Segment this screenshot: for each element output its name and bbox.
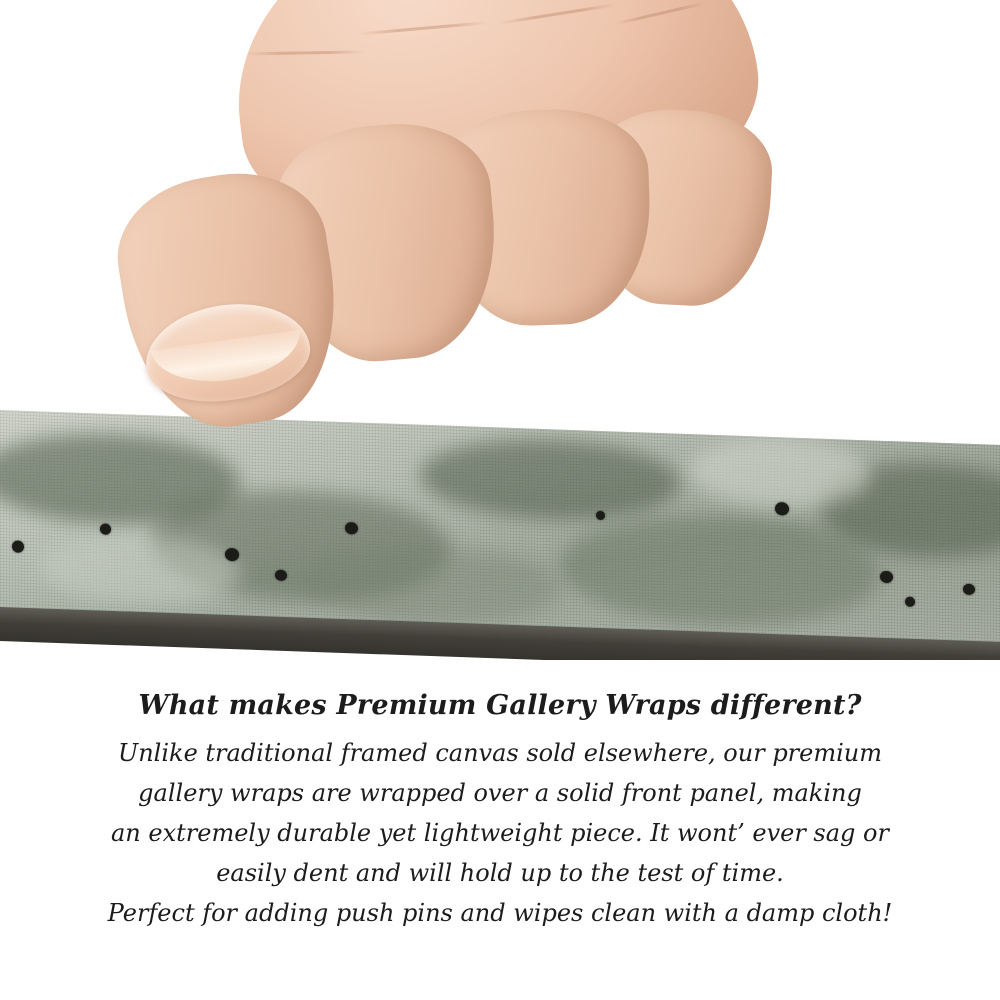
caption-block <box>0 690 1000 933</box>
caption-line: easily dent and will hold up to the test of time. <box>216 859 784 887</box>
caption-line: Unlike traditional framed canvas sold elsewhere, our premium <box>117 739 882 767</box>
hand-illustration <box>95 0 715 430</box>
caption-title: What makes Premium Gallery Wraps different? <box>138 690 862 721</box>
caption-line: Perfect for adding push pins and wipes clean with a damp cloth! <box>107 899 893 927</box>
caption-line: an extremely durable yet lightweight piece. It wont’ ever sag or <box>111 819 889 847</box>
caption-line: gallery wraps are wrapped over a solid front panel, making <box>138 779 862 807</box>
